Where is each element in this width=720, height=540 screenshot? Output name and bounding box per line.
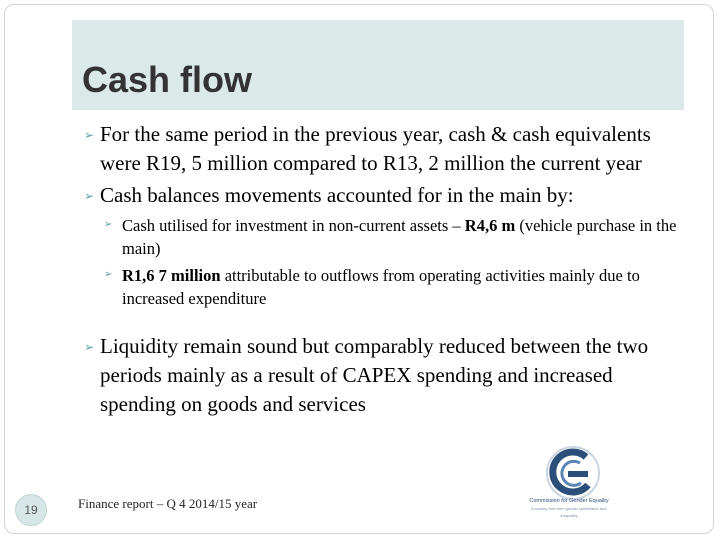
arrow-bullet-icon: ➢ — [84, 189, 95, 203]
slide-number-badge — [15, 494, 47, 526]
slide-content — [82, 120, 692, 422]
bullet-item — [82, 332, 692, 419]
bullet-item — [82, 120, 692, 178]
slide-footer: Finance report – Q 4 2014/15 year — [78, 496, 258, 511]
spacer — [82, 310, 692, 332]
slide-number: 19 — [24, 503, 38, 517]
arrow-bullet-icon: ➢ — [104, 219, 113, 230]
sub-bullet-text: Cash utilised for investment in non-current assets – — [122, 216, 465, 235]
amount-highlight: million — [171, 266, 221, 285]
arrow-bullet-icon: ➢ — [84, 340, 95, 354]
bullet-item — [82, 181, 692, 210]
arrow-bullet-icon: ➢ — [84, 128, 95, 142]
slide-title: Cash flow — [82, 59, 253, 100]
logo-name: Commission for Gender Equality — [529, 498, 609, 504]
sub-bullet-text: (vehicle purchase in the main) — [122, 216, 677, 258]
bullet-text: Liquidity remain sound but comparably reduced between the two periods mainly as a result of CAPEX spending and increased spending on goods and services — [100, 334, 649, 416]
bullet-text: Cash balances movements accounted for in the main by: — [100, 183, 574, 207]
bullet-text: For the same period in the previous year, cash & cash equivalents were R19, 5 million compared to R13, 2 million the current year — [100, 122, 651, 175]
arrow-bullet-icon: ➢ — [104, 269, 113, 280]
sub-bullet-text: attributable to outflows from operating activities mainly due to increased expenditure — [122, 266, 640, 308]
amount-highlight: R4,6 m — [464, 216, 516, 235]
logo-tagline: A society free from gender oppression and inequality — [531, 506, 607, 518]
sub-bullet-item — [82, 214, 692, 260]
sub-bullet-item — [82, 264, 692, 310]
logo-caption — [524, 498, 614, 519]
amount-highlight: R1,6 7 — [122, 266, 167, 285]
